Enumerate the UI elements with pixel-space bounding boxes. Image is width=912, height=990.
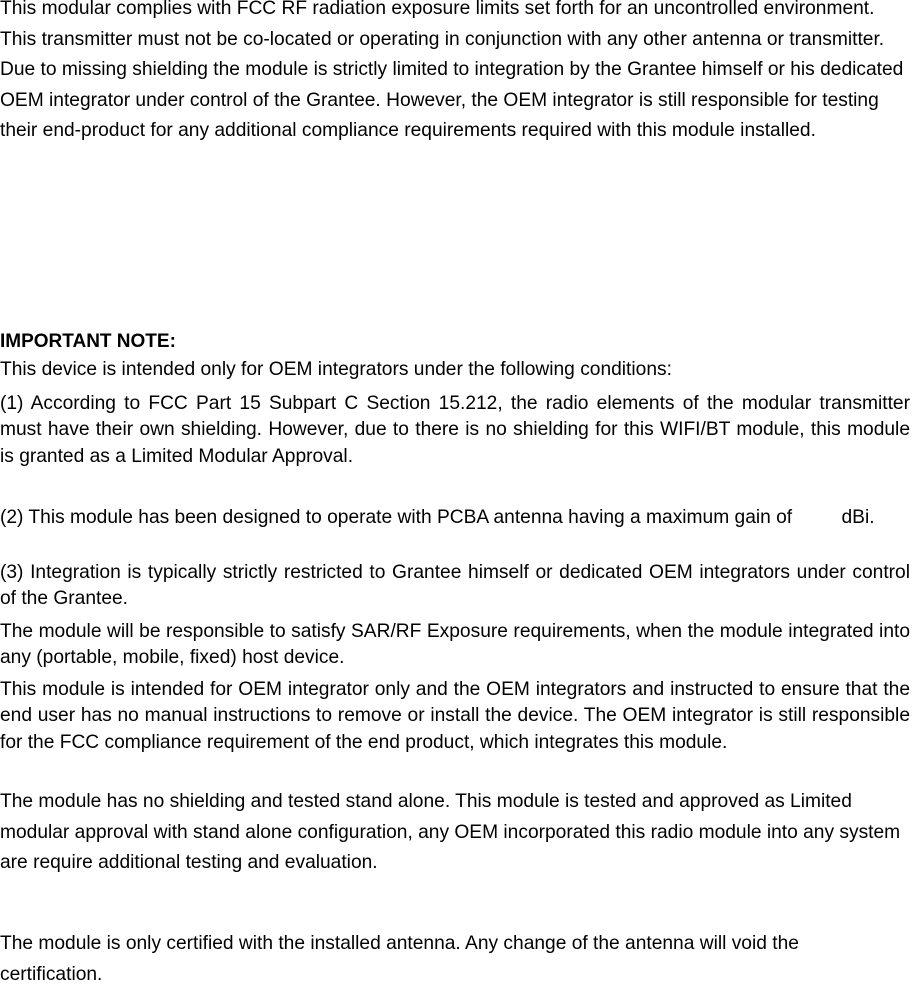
intro-paragraph: This modular complies with FCC RF radiation exposure limits set forth for an uncontrolled environment. This transmitter must not be co-located or operating in conjunction with any other antenna or transmitter. Due to missing shielding the module is strictly limited to integration by the Grantee himself or his dedicated OEM integrator under control of the Grantee. However, the OEM integrator is still responsible for testing their end-product for any additional compliance requirements required with this module installed. (0, 0, 904, 141)
condition-2-paragraph (0, 505, 910, 531)
condition-3-paragraph: (3) Integration is typically strictly restricted to Grantee himself or dedicated OEM integrators under control of the Grantee. (0, 562, 910, 610)
shielding-paragraph: The module has no shielding and tested stand alone. This module is tested and approved as Limited modular approval with stand alone configuration, any OEM incorporated this radio module into any system are require additional testing and evaluation. (0, 791, 901, 873)
antenna-certification-paragraph: The module is only certified with the installed antenna. Any change of the antenna will void the certification. (0, 933, 799, 985)
condition-2-text: (2) This module has been designed to operate with PCBA antenna having a maximum gain of (0, 507, 793, 528)
sar-exposure-paragraph: The module will be responsible to satisfy SAR/RF Exposure requirements, when the module integrated into any (portable, mobile, fixed) host device. (0, 621, 910, 669)
intended-use-statement: This device is intended only for OEM integrators under the following conditions: (0, 359, 672, 380)
oem-integrator-paragraph: This module is intended for OEM integrator only and the OEM integrators and instructed to ensure that the end user has no manual instructions to remove or install the device. The OEM integrator is still responsible for the FCC compliance requirement of the end product, which integrates this module. (0, 679, 910, 753)
condition-1-paragraph: (1) According to FCC Part 15 Subpart C Section 15.212, the radio elements of the modular transmitter must have their own shielding. However, due to there is no shielding for this WIFI/BT module, this module is granted as a Limited Modular Approval. (0, 393, 910, 467)
antenna-gain-unit: dBi. (841, 507, 875, 528)
important-note-heading: IMPORTANT NOTE: (0, 331, 176, 352)
